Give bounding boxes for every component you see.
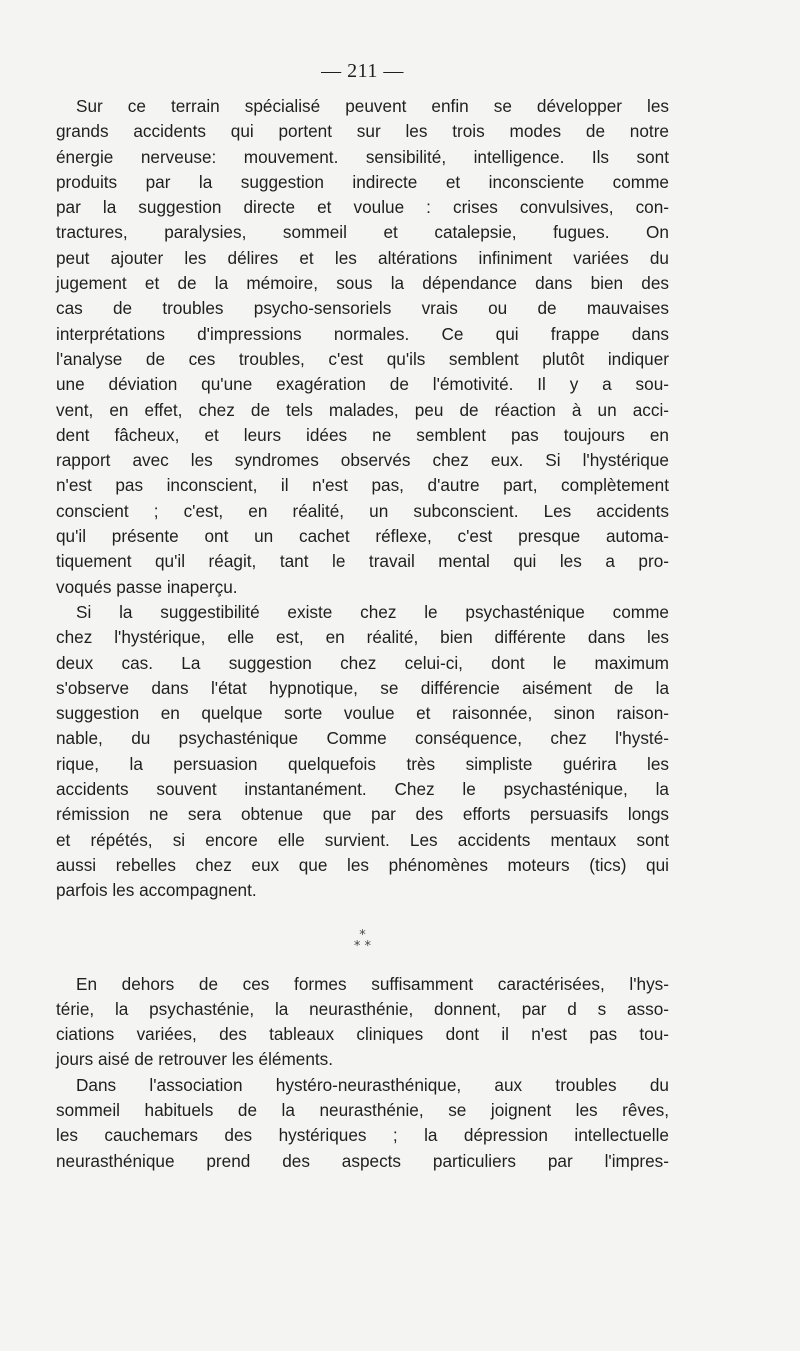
- text-line: cas de troubles psycho-sensoriels vrais ou de mauvaises: [56, 298, 669, 319]
- paragraph-3: [56, 972, 669, 1073]
- text-line: dent fâcheux, et leurs idées ne semblent pas toujours en: [56, 424, 669, 445]
- text-line: l'analyse de ces troubles, c'est qu'ils semblent plutôt indiquer: [56, 348, 669, 369]
- paragraph-1: [56, 94, 669, 600]
- text-line: térie, la psychasténie, la neurasthénie, donnent, par d s asso-: [56, 998, 669, 1019]
- asterism-bottom: * *: [353, 938, 372, 954]
- text-line: une déviation qu'une exagération de l'émotivité. Il y a sou-: [56, 374, 669, 395]
- text-line: Sur ce terrain spécialisé peuvent enfin se développer les: [76, 96, 669, 116]
- text-line: deux cas. La suggestion chez celui-ci, dont le maximum: [56, 652, 669, 673]
- text-line: parfois les accompagnent.: [56, 880, 257, 901]
- text-line: par la suggestion directe et voulue : crises convulsives, con-: [56, 197, 669, 218]
- asterism-top: *: [359, 927, 366, 943]
- text-line: énergie nerveuse: mouvement. sensibilité, intelligence. Ils sont: [56, 146, 669, 167]
- text-line: suggestion en quelque sorte voulue et raisonnée, sinon raison-: [56, 703, 669, 724]
- paragraph-2: [56, 600, 669, 904]
- text-line: vent, en effet, chez de tels malades, peu de réaction à un acci-: [56, 399, 669, 420]
- text-line: rapport avec les syndromes observés chez eux. Si l'hystérique: [56, 450, 669, 471]
- text-line: qu'il présente ont un cachet réflexe, c'est presque automa-: [56, 526, 669, 547]
- book-page: [56, 58, 669, 1174]
- text-line: rémission ne sera obtenue que par des efforts persuasifs longs: [56, 804, 669, 825]
- section-separator: [56, 904, 669, 972]
- text-line: aussi rebelles chez eux que les phénomènes moteurs (tics) qui: [56, 854, 669, 875]
- text-line: tiquement qu'il réagit, tant le travail mental qui les a pro-: [56, 551, 669, 572]
- text-line: conscient ; c'est, en réalité, un subconscient. Les accidents: [56, 500, 669, 521]
- text-line: peut ajouter les délires et les altérations infiniment variées du: [56, 247, 669, 268]
- text-line: Dans l'association hystéro-neurasthénique, aux troubles du: [76, 1074, 669, 1095]
- text-line: nable, du psychasténique Comme conséquence, chez l'hysté-: [56, 728, 669, 749]
- text-line: jours aisé de retrouver les éléments.: [56, 1049, 334, 1070]
- text-line: accidents souvent instantanément. Chez le psychasténique, la: [56, 779, 669, 800]
- text-line: rique, la persuasion quelquefois très simpliste guérira les: [56, 753, 669, 774]
- text-line: et répétés, si encore elle survient. Les accidents mentaux sont: [56, 829, 669, 850]
- text-line: les cauchemars des hystériques ; la dépression intellectuelle: [56, 1125, 669, 1146]
- text-line: s'observe dans l'état hypnotique, se différencie aisément de la: [56, 677, 669, 698]
- text-line: ciations variées, des tableaux cliniques dont il n'est pas tou-: [56, 1024, 669, 1045]
- text-line: grands accidents qui portent sur les trois modes de notre: [56, 121, 669, 142]
- text-line: Si la suggestibilité existe chez le psychasténique comme: [76, 601, 669, 622]
- text-line: produits par la suggestion indirecte et inconsciente comme: [56, 171, 669, 192]
- text-line: voqués passe inaperçu.: [56, 576, 238, 597]
- text-line: n'est pas inconscient, il n'est pas, d'autre part, complètement: [56, 475, 669, 496]
- text-line: tractures, paralysies, sommeil et catalepsie, fugues. On: [56, 222, 669, 243]
- text-line: En dehors de ces formes suffisamment caractérisées, l'hys-: [76, 973, 669, 994]
- text-line: sommeil habituels de la neurasthénie, se joignent les rêves,: [56, 1099, 669, 1120]
- text-line: jugement et de la mémoire, sous la dépendance dans bien des: [56, 273, 669, 294]
- text-line: chez l'hystérique, elle est, en réalité, bien différente dans les: [56, 627, 669, 648]
- page-number: — 211 —: [321, 60, 404, 82]
- text-line: interprétations d'impressions normales. Ce qui frappe dans: [56, 323, 669, 344]
- text-line: neurasthénique prend des aspects particuliers par l'impres-: [56, 1150, 669, 1171]
- paragraph-4: [56, 1073, 669, 1174]
